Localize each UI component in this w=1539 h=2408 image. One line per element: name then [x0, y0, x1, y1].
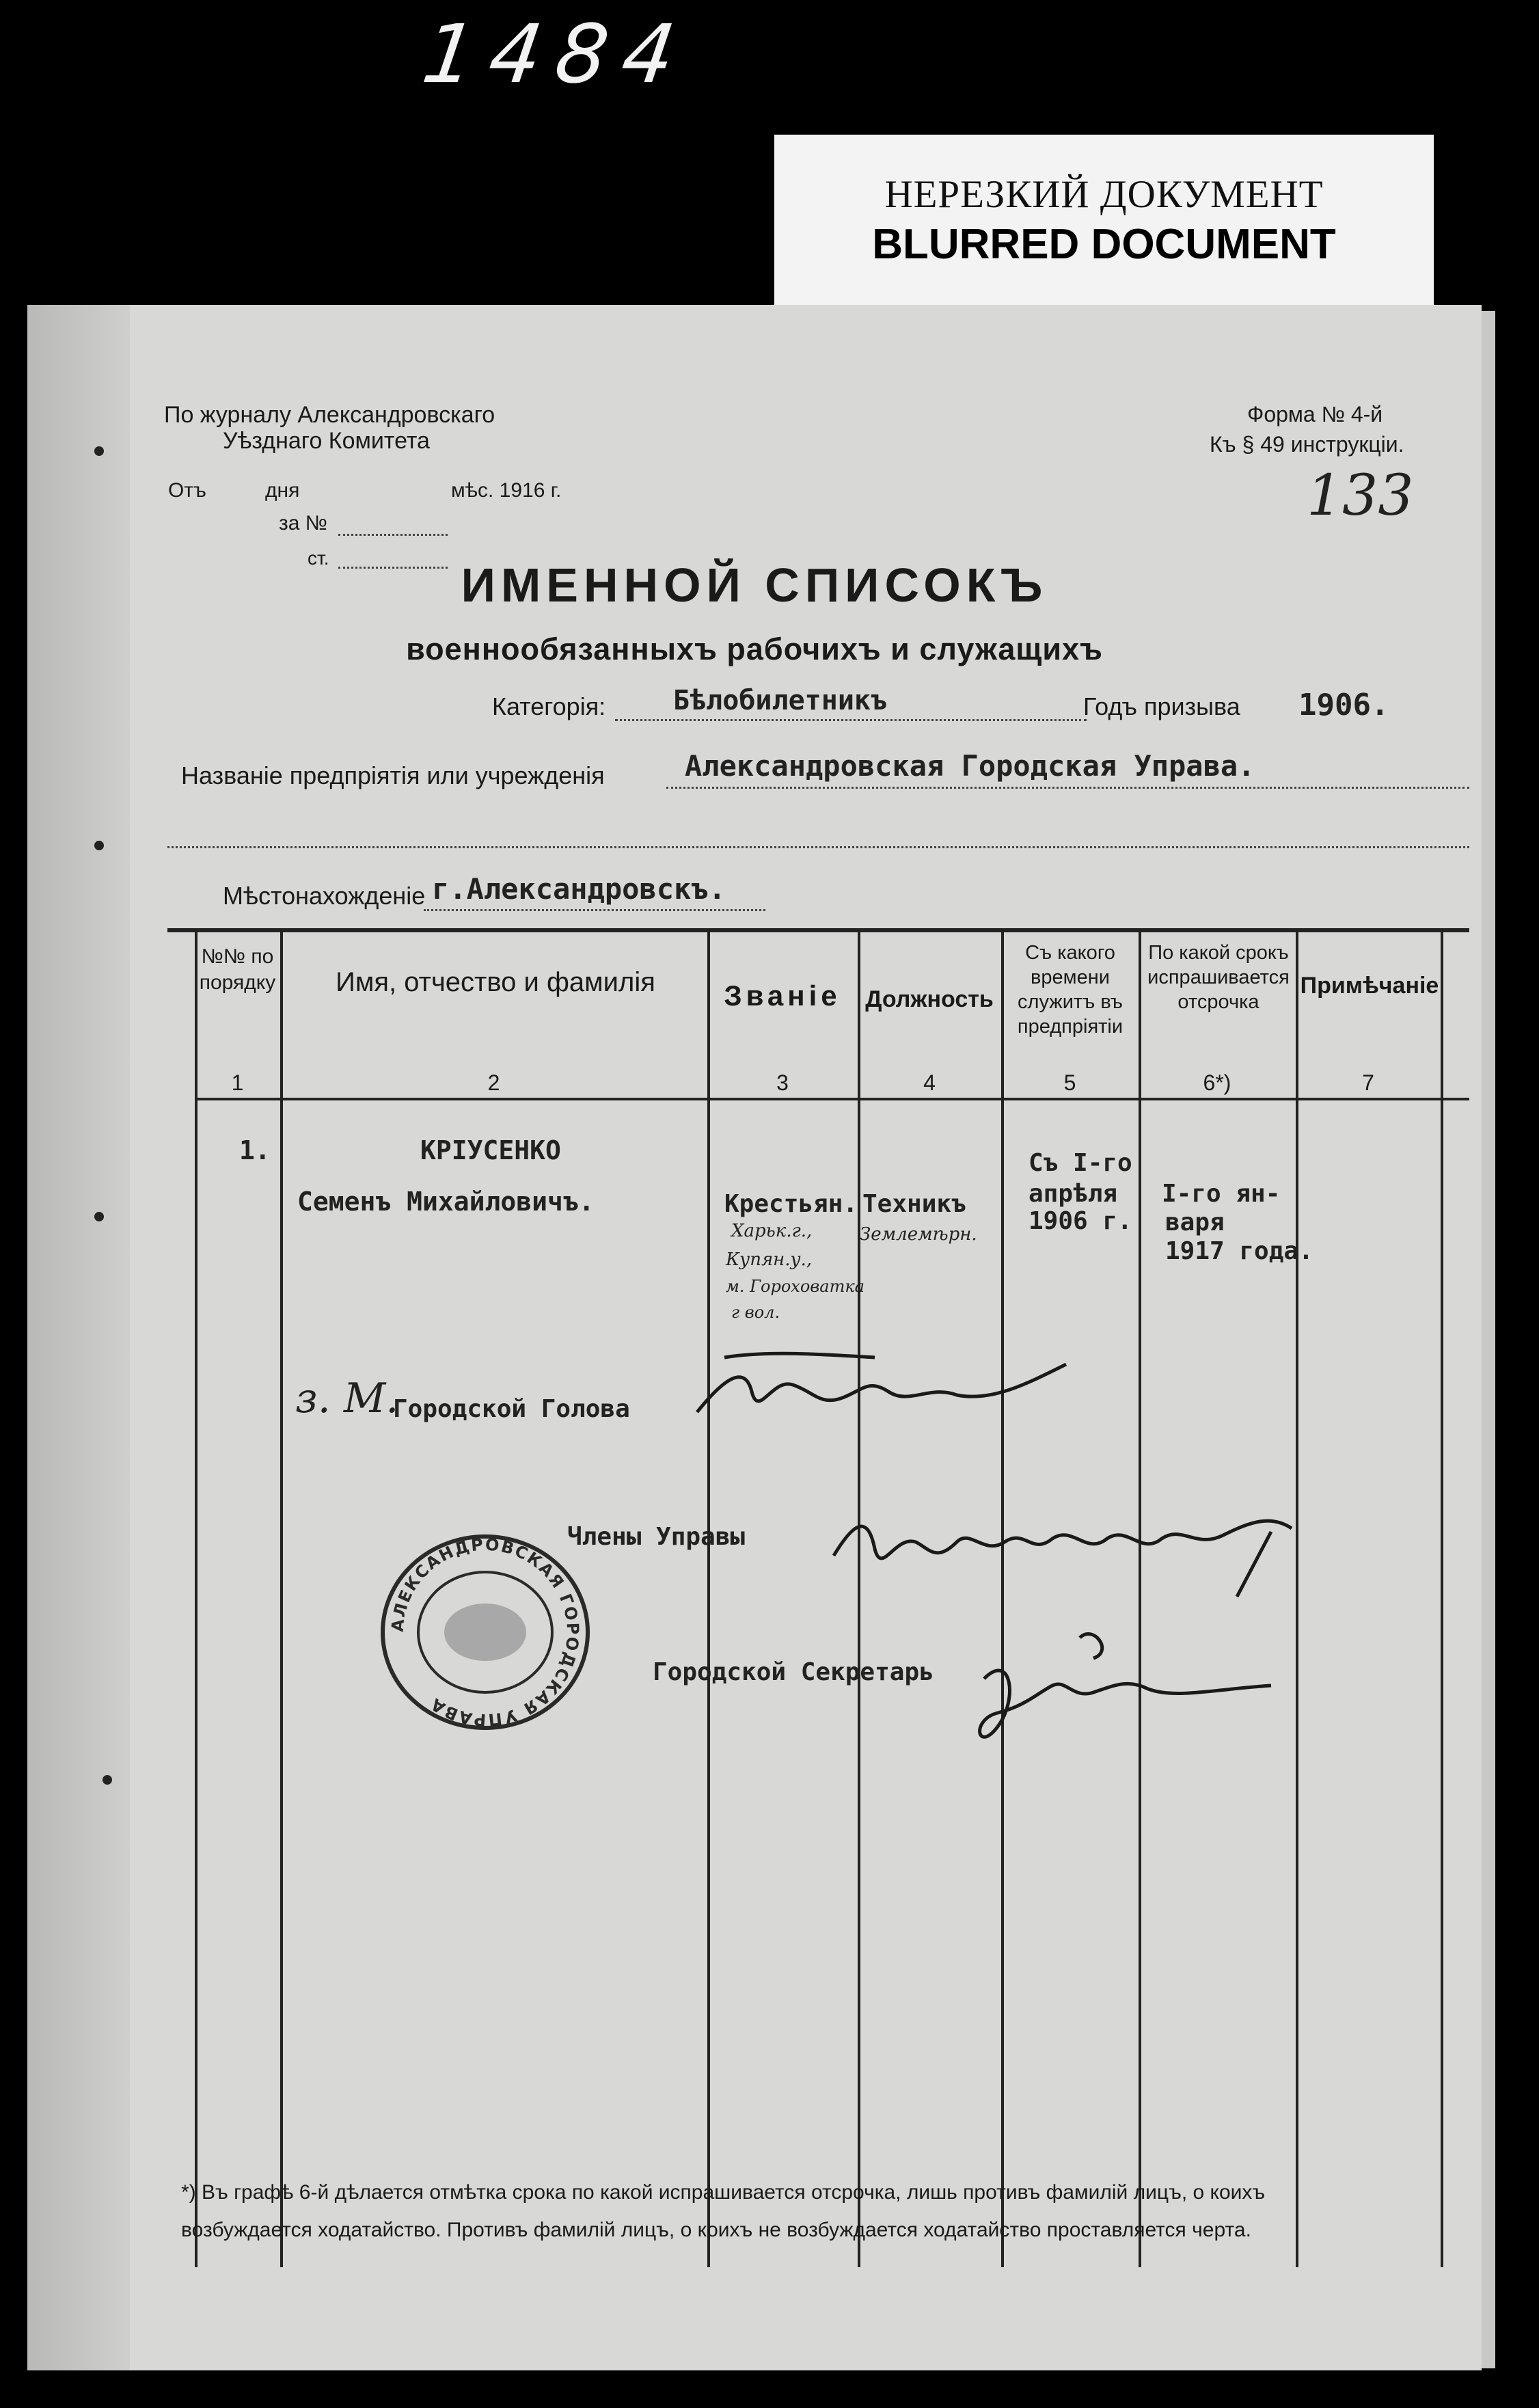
colnum-3: 3: [776, 1070, 789, 1095]
row-until-3: 1917 года.: [1165, 1237, 1313, 1265]
members-signature: [827, 1494, 1319, 1617]
page-number-handwritten: 133: [1307, 463, 1414, 528]
colnum-1: 1: [231, 1070, 244, 1095]
za-number: за №: [279, 512, 327, 535]
row-since-3: 1906 г.: [1029, 1207, 1132, 1235]
category-value: Бѣлобилетникъ: [673, 685, 888, 716]
secretary-title: Городской Секретарь: [653, 1658, 934, 1686]
row-number: 1.: [239, 1135, 271, 1165]
form-number: Форма № 4-й: [1247, 402, 1383, 427]
mayor-signature: [683, 1337, 1107, 1446]
header-col-7: Примѣчаніе: [1300, 973, 1439, 999]
binding-hole: [103, 1775, 112, 1785]
archive-number: 1484: [417, 7, 696, 101]
row-name: Семенъ Михайловичъ.: [297, 1187, 595, 1217]
table-col-line: [280, 931, 283, 2267]
binding-hole: [94, 446, 104, 456]
header-col-1: №№ по порядку: [199, 945, 276, 994]
footnote-line-1: *) Въ графѣ 6-й дѣлается отмѣтка срока по какой испрашивается отсрочка, лишь противъ фамилій лицъ, о коихъ: [181, 2181, 1266, 2204]
table-col-line: [707, 931, 710, 2267]
header-col-5: Съ какого времени служитъ въ предпріятіи: [1017, 942, 1123, 1038]
year-label: Годъ призыва: [1083, 692, 1240, 720]
secretary-signature: [957, 1624, 1339, 1761]
table-col-line: [1441, 931, 1443, 2267]
row-rank-note-3: м. Гороховатка: [726, 1277, 864, 1296]
journal-line-1: По журналу Александровскаго: [164, 402, 495, 428]
blurred-document-label: [774, 135, 1434, 309]
location-label: Мѣстонахожденіе: [223, 882, 426, 910]
row-until-1: I-го ян-: [1162, 1180, 1281, 1208]
row-since-1: Съ I-го: [1029, 1149, 1132, 1177]
colnum-5: 5: [1063, 1070, 1076, 1095]
binding-hole: [94, 1212, 104, 1221]
stamp-text: АЛЕКСАНДРОВСКАЯ ГОРОДСКАЯ УПРАВА: [387, 1534, 583, 1730]
table-col-line: [195, 931, 198, 2267]
document-page: [27, 305, 1482, 2370]
form-instruction: Къ § 49 инструкціи.: [1210, 432, 1404, 457]
table-header-rule: [195, 1098, 1469, 1100]
header-col-3: Званіе: [724, 979, 841, 1012]
row-surname: КРІУСЕНКО: [420, 1135, 561, 1165]
notice-ru: НЕРЕЗКИЙ ДОКУМЕНТ: [884, 173, 1324, 216]
members-title: Члены Управы: [567, 1523, 746, 1551]
table-top-rule: [167, 928, 1469, 932]
row-rank-note-4: г вол.: [731, 1303, 780, 1322]
row-position: Техникъ: [862, 1190, 966, 1218]
document-title: ИМЕННОЙ СПИСОКЪ: [461, 558, 1048, 612]
colnum-6: 6*): [1203, 1070, 1231, 1095]
round-stamp: [372, 1530, 598, 1735]
row-rank: Крестьян.: [724, 1190, 858, 1218]
document-subtitle: военнообязанныхъ рабочихъ и служащихъ: [406, 632, 1103, 666]
year-value: 1906.: [1298, 688, 1389, 722]
row-since-2: апрѣля: [1029, 1180, 1118, 1208]
row-until-2: варя: [1165, 1208, 1225, 1236]
org-value: Александровская Городская Управа.: [685, 749, 1255, 783]
row-position-note: Землемѣрн.: [860, 1224, 977, 1245]
category-label: Категорія:: [492, 692, 606, 720]
date-ot: Отъ: [168, 479, 206, 502]
mayor-title: Городской Голова: [393, 1395, 630, 1423]
date-month-year: мѣс. 1916 г.: [451, 479, 562, 502]
row-rank-note-2: Купян.у.,: [726, 1249, 813, 1270]
header-col-6: По какой срокъ испрашивается отсрочка: [1147, 942, 1290, 1013]
colnum-7: 7: [1362, 1070, 1374, 1095]
footnote-line-2: возбуждается ходатайство. Противъ фамилій лицъ, о коихъ не возбуждается ходатайство проставляется черта.: [181, 2219, 1251, 2241]
colnum-2: 2: [487, 1070, 500, 1095]
notice-en: BLURRED DOCUMENT: [872, 221, 1336, 268]
st-label: ст.: [308, 547, 329, 569]
journal-line-2: Уѣзднаго Комитета: [223, 428, 430, 454]
header-col-2: Имя, отчество и фамилія: [336, 967, 655, 997]
mayor-prefix: з. М.: [295, 1375, 399, 1422]
binding-hole: [94, 841, 104, 850]
colnum-4: 4: [923, 1070, 936, 1095]
header-col-4: Должность: [865, 986, 994, 1012]
org-label: Названіе предпріятія или учрежденія: [181, 761, 605, 789]
location-value: г.Александровскъ.: [432, 872, 726, 906]
date-dnya: дня: [265, 479, 300, 502]
row-rank-note-1: Харьк.г.,: [731, 1221, 813, 1241]
